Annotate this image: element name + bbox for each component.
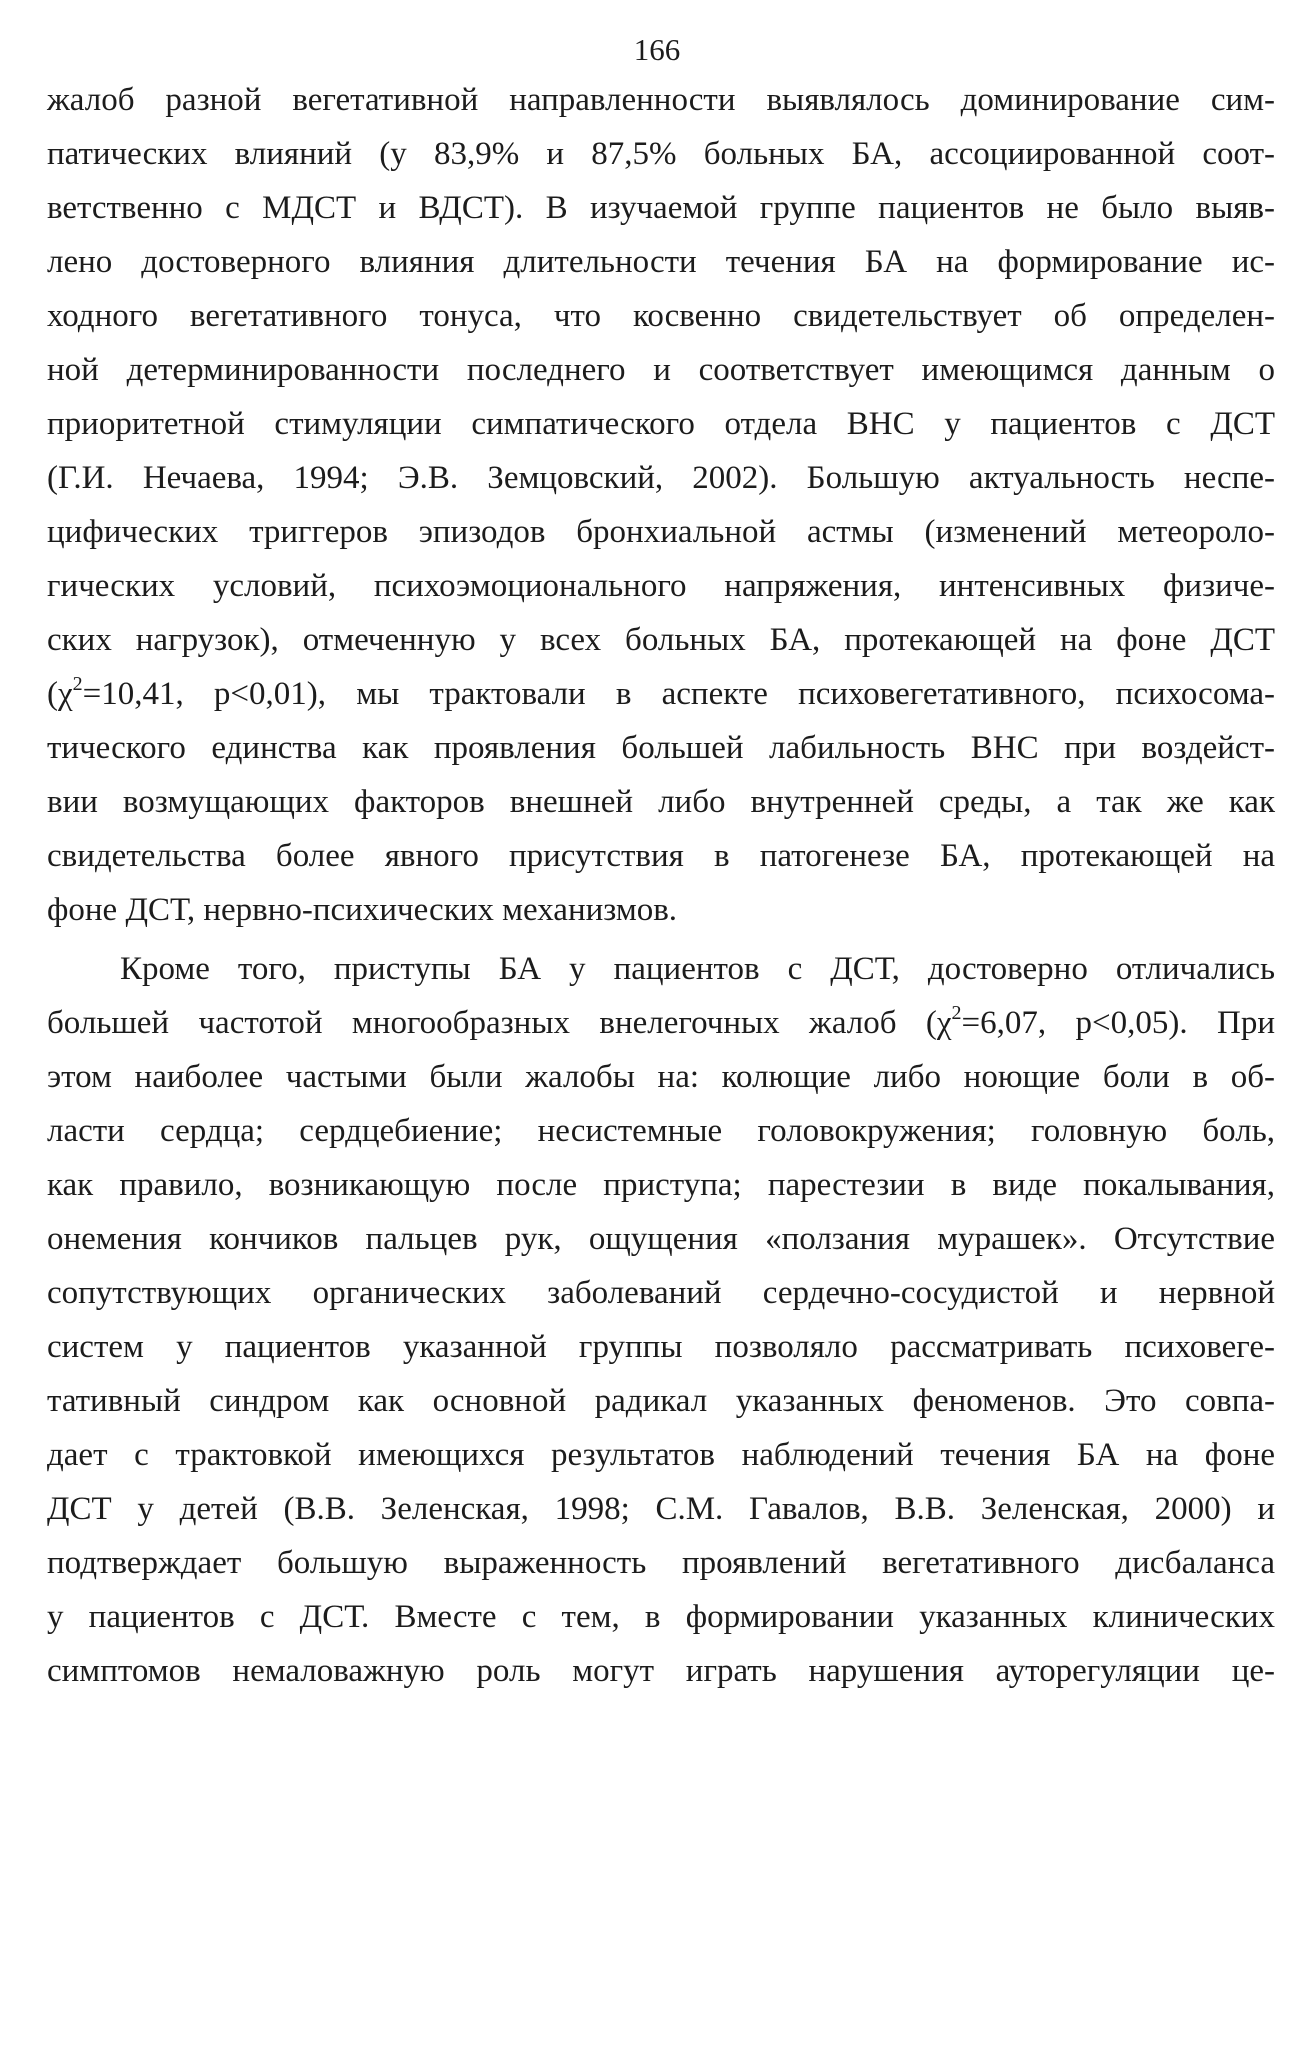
text-line: гических условий, психоэмоционального напряжения, интенсивных физиче-: [47, 568, 1275, 604]
superscript: 2: [72, 673, 83, 695]
text-line: ДСТ у детей (В.В. Зеленская, 1998; С.М. Гавалов, В.В. Зеленская, 2000) и: [47, 1491, 1275, 1527]
text-line: ских нагрузок), отмеченную у всех больных БА, протекающей на фоне ДСТ: [47, 622, 1275, 658]
text-line: ной детерминированности последнего и соответствует имеющимся данным о: [47, 352, 1275, 388]
text-line: Кроме того, приступы БА у пациентов с ДСТ, достоверно отличались: [120, 951, 1275, 987]
page-number: 166: [633, 32, 681, 67]
text-line: свидетельства более явного присутствия в патогенезе БА, протекающей на: [47, 838, 1275, 874]
text-line: систем у пациентов указанной группы позволяло рассматривать психовеге-: [47, 1329, 1275, 1365]
text-line: лено достоверного влияния длительности течения БА на формирование ис-: [47, 244, 1275, 280]
text-line: большей частотой многообразных внелегочных жалоб ($\chi^2=6,07$, p<0,05). При: [47, 1002, 1275, 1041]
text-line: ветственно с МДСТ и ВДСТ). В изучаемой группе пациентов не было выяв-: [47, 190, 1275, 226]
text-line: патических влияний (у 83,9% и 87,5% больных БА, ассоциированной соот-: [47, 136, 1275, 172]
text-line: цифических триггеров эпизодов бронхиальной астмы (изменений метеороло-: [47, 514, 1275, 550]
text-line: ($\chi^2=10,41$, p<0,01), мы трактовали в аспекте психовегетативного, психосома-: [47, 673, 1275, 712]
text-line: у пациентов с ДСТ. Вместе с тем, в формировании указанных клинических: [47, 1599, 1275, 1635]
text-line: жалоб разной вегетативной направленности выявлялось доминирование сим-: [47, 82, 1275, 118]
text-line: тативный синдром как основной радикал указанных феноменов. Это совпа-: [47, 1383, 1275, 1419]
text-line: дает с трактовкой имеющихся результатов наблюдений течения БА на фоне: [47, 1437, 1275, 1473]
text-line: сопутствующих органических заболеваний сердечно-сосудистой и нервной: [47, 1275, 1275, 1311]
text-line: ходного вегетативного тонуса, что косвенно свидетельствует об определен-: [47, 298, 1275, 334]
text-line: как правило, возникающую после приступа; парестезии в виде покалывания,: [47, 1167, 1275, 1203]
text-line: подтверждает большую выраженность проявлений вегетативного дисбаланса: [47, 1545, 1275, 1581]
text-line: ласти сердца; сердцебиение; несистемные головокружения; головную боль,: [47, 1113, 1275, 1149]
text-line: онемения кончиков пальцев рук, ощущения «ползания мурашек». Отсутствие: [47, 1221, 1275, 1257]
text-line: тического единства как проявления большей лабильность ВНС при воздейст-: [47, 730, 1275, 766]
text-line: этом наиболее частыми были жалобы на: колющие либо ноющие боли в об-: [47, 1059, 1275, 1095]
text-line: симптомов немаловажную роль могут играть нарушения ауторегуляции це-: [47, 1653, 1275, 1689]
text-line: приоритетной стимуляции симпатического отдела ВНС у пациентов с ДСТ: [47, 406, 1275, 442]
superscript: 2: [951, 1002, 962, 1024]
text-line: вии возмущающих факторов внешней либо внутренней среды, а так же как: [47, 784, 1275, 820]
text-line: (Г.И. Нечаева, 1994; Э.В. Земцовский, 2002). Большую актуальность неспе-: [47, 460, 1275, 496]
text-line: фоне ДСТ, нервно-психических механизмов.: [47, 892, 678, 928]
